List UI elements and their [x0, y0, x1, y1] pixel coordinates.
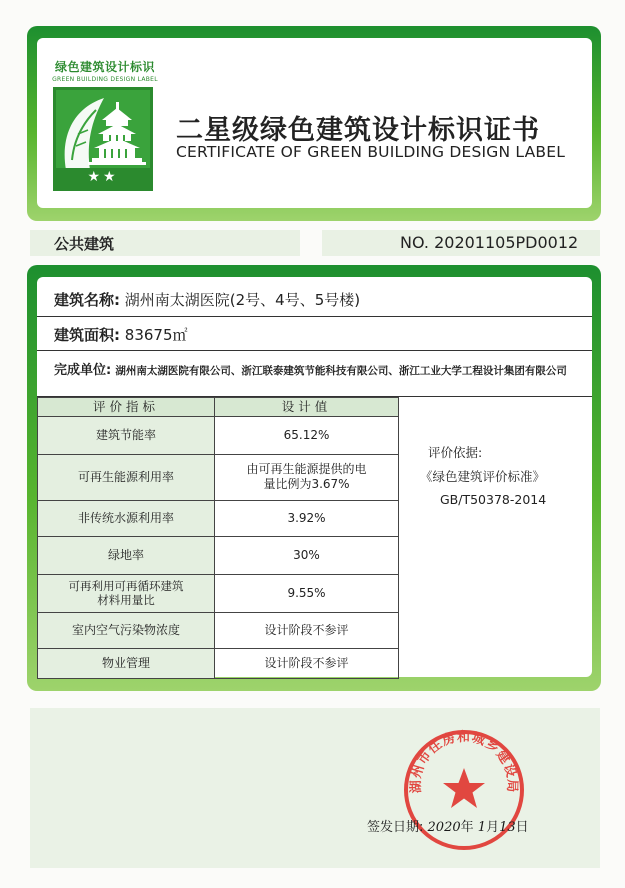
- building-name-value: 湖州南太湖医院(2号、4号、5号楼): [124, 291, 361, 309]
- completion-unit-label: 完成单位:: [54, 363, 112, 378]
- logo-stars: ★★: [87, 169, 119, 185]
- value-cell: 30%: [215, 536, 399, 574]
- issue-day: 13: [499, 820, 516, 835]
- evaluation-basis-label: 评价依据:: [428, 445, 483, 460]
- table-header-row: [38, 398, 399, 417]
- indicator-cell: 可再利用可再循环建筑材料用量比: [38, 574, 215, 612]
- building-area-line: [54, 324, 188, 345]
- table-row: [38, 416, 399, 454]
- issue-date: [367, 816, 529, 835]
- building-name-label: 建筑名称:: [54, 291, 120, 309]
- logo-title: 绿色建筑设计标识: [54, 60, 155, 74]
- day-unit: 日: [515, 820, 529, 835]
- seal-text: 湖州市住房和城乡建设局: [408, 729, 520, 794]
- value-cell: 设计阶段不参评: [215, 612, 399, 648]
- table-row: [38, 612, 399, 648]
- completion-unit-value: 湖州南太湖医院有限公司、浙江联泰建筑节能科技有限公司、浙江工业大学工程设计集团有限公司: [115, 365, 567, 377]
- issue-month: 1: [477, 820, 487, 835]
- table-row: [38, 536, 399, 574]
- building-category: 公共建筑: [54, 235, 115, 253]
- building-area-value: 83675㎡: [124, 326, 188, 344]
- header-indicator: 评价指标: [38, 398, 215, 417]
- standard-code: GB/T50378-2014: [440, 492, 547, 507]
- value-cell: 3.92%: [215, 500, 399, 536]
- table-row: [38, 648, 399, 678]
- divider: [37, 316, 592, 317]
- indicator-cell: 室内空气污染物浓度: [38, 612, 215, 648]
- issue-year: 2020: [427, 820, 461, 835]
- certificate-number: NO. 20201105PD0012: [400, 233, 579, 252]
- indicator-cell: 绿地率: [38, 536, 215, 574]
- month-unit: 月: [486, 820, 500, 835]
- green-building-logo: [50, 58, 160, 191]
- value-cell: 65.12%: [215, 416, 399, 454]
- header-design-value: 设计值: [215, 398, 399, 417]
- evaluation-table: [37, 397, 399, 679]
- indicator-cell: 非传统水源利用率: [38, 500, 215, 536]
- building-name-line: [54, 289, 360, 310]
- year-unit: 年: [460, 820, 474, 835]
- logo-emblem: [53, 87, 153, 191]
- value-cell: 设计阶段不参评: [215, 648, 399, 678]
- evaluation-standard: 《绿色建筑评价标准》: [420, 469, 546, 484]
- divider: [37, 350, 592, 351]
- table-row: [38, 454, 399, 500]
- building-area-label: 建筑面积:: [54, 326, 120, 344]
- indicator-cell: 建筑节能率: [38, 416, 215, 454]
- table-row: [38, 500, 399, 536]
- certificate-title-english: CERTIFICATE OF GREEN BUILDING DESIGN LABEL: [176, 143, 566, 161]
- value-cell: 由可再生能源提供的电量比例为3.67%: [215, 454, 399, 500]
- completion-unit-line: [54, 359, 567, 378]
- value-cell: 9.55%: [215, 574, 399, 612]
- certificate-title: 二星级绿色建筑设计标识证书: [176, 115, 540, 146]
- issue-date-label: 签发日期:: [367, 820, 424, 835]
- indicator-cell: 物业管理: [38, 648, 215, 678]
- indicator-cell: 可再生能源利用率: [38, 454, 215, 500]
- logo-subtitle: GREEN BUILDING DESIGN LABEL: [52, 76, 158, 83]
- table-row: [38, 574, 399, 612]
